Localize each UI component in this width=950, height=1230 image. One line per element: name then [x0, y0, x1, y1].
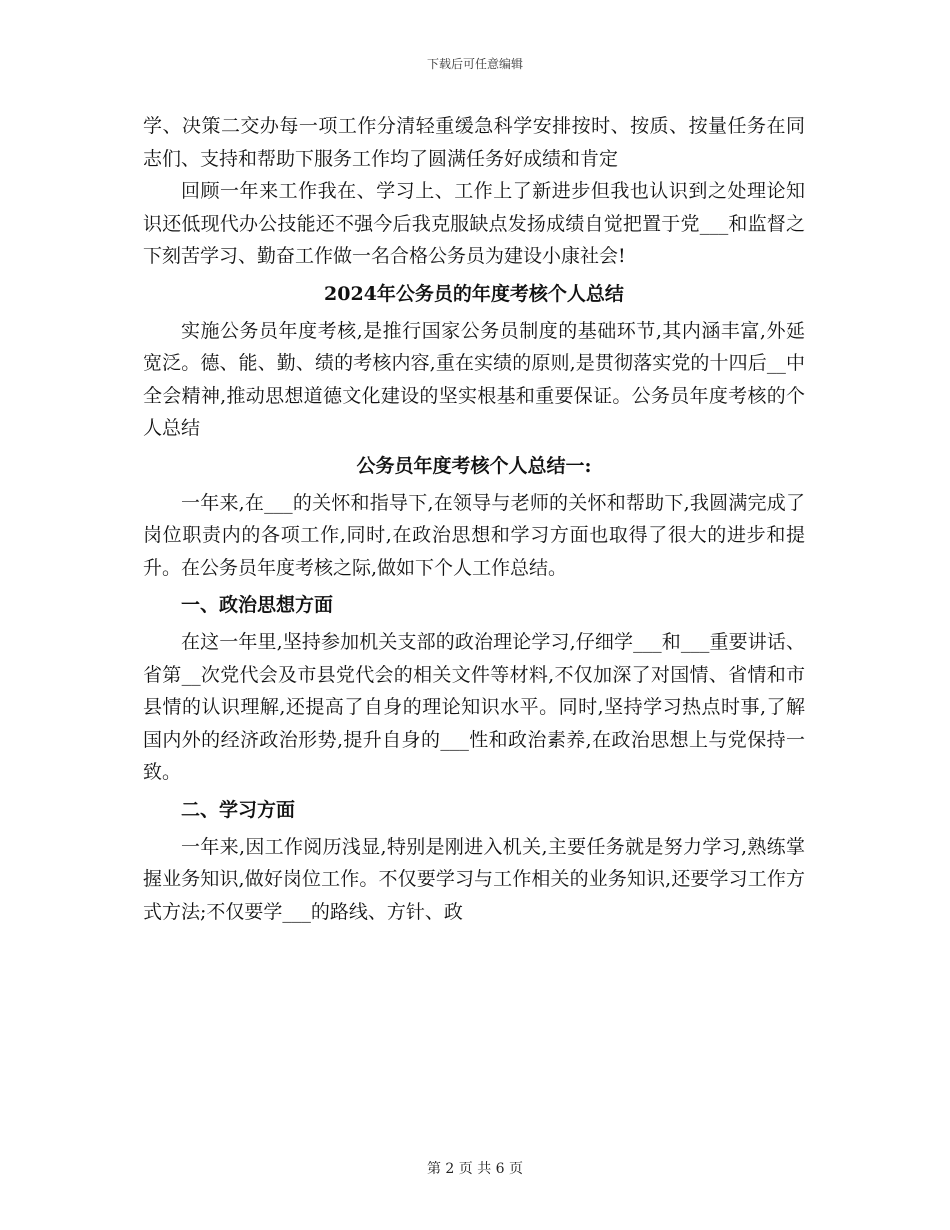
paragraph-politics: 在这一年里,坚持参加机关支部的政治理论学习,仔细学___和___重要讲话、省第__次党代会及市县党代会的相关文件等材料,不仅加深了对国情、省情和市县情的认识理解,还提高了自身的理论知识水平。同时,坚持学习热点时事,了解国内外的经济政治形势,提升自身的___性和政治素养,在政治思想上与党保持一致。	[143, 631, 805, 783]
section-heading-study: 二、学习方面	[181, 798, 296, 821]
summary-title: 公务员年度考核个人总结一:	[356, 454, 592, 477]
page-header: 下载后可任意编辑	[426, 57, 523, 71]
paragraph-study: 一年来,因工作阅历浅显,特别是刚进入机关,主要任务就是努力学习,熟练掌握业务知识,做好岗位工作。不仅要学习与工作相关的业务知识,还要学习工作方式方法;不仅要学___的路线、方针、政	[143, 835, 805, 923]
paragraph-intro: 实施公务员年度考核,是推行国家公务员制度的基础环节,其内涵丰富,外延宽泛。德、能、勤、绩的考核内容,重在实绩的原则,是贯彻落实党的十四后__中全会精神,推动思想道德文化建设的坚实根基和重要保证。公务员年度考核的个人总结	[143, 319, 805, 439]
document-body	[143, 110, 805, 928]
paragraph-review: 回顾一年来工作我在、学习上、工作上了新进步但我也认识到之处理论知识还低现代办公技能还不强今后我克服缺点发扬成绩自觉把置于党___和监督之下刻苦学习、勤奋工作做一名合格公务员为建设小康社会!	[143, 180, 805, 267]
paragraph-overview: 一年来,在___的关怀和指导下,在领导与老师的关怀和帮助下,我圆满完成了岗位职责内的各项工作,同时,在政治思想和学习方面也取得了很大的进步和提升。在公务员年度考核之际,做如下个人工作总结。	[143, 491, 805, 579]
document-title: 2024年公务员的年度考核个人总结	[324, 282, 624, 305]
section-heading-politics: 一、政治思想方面	[181, 594, 334, 616]
paragraph-continued: 学、决策二交办每一项工作分清轻重缓急科学安排按时、按质、按量任务在同志们、支持和帮助下服务工作均了圆满任务好成绩和肯定	[143, 115, 805, 170]
page-number: 第 2 页 共 6 页	[426, 1161, 524, 1177]
